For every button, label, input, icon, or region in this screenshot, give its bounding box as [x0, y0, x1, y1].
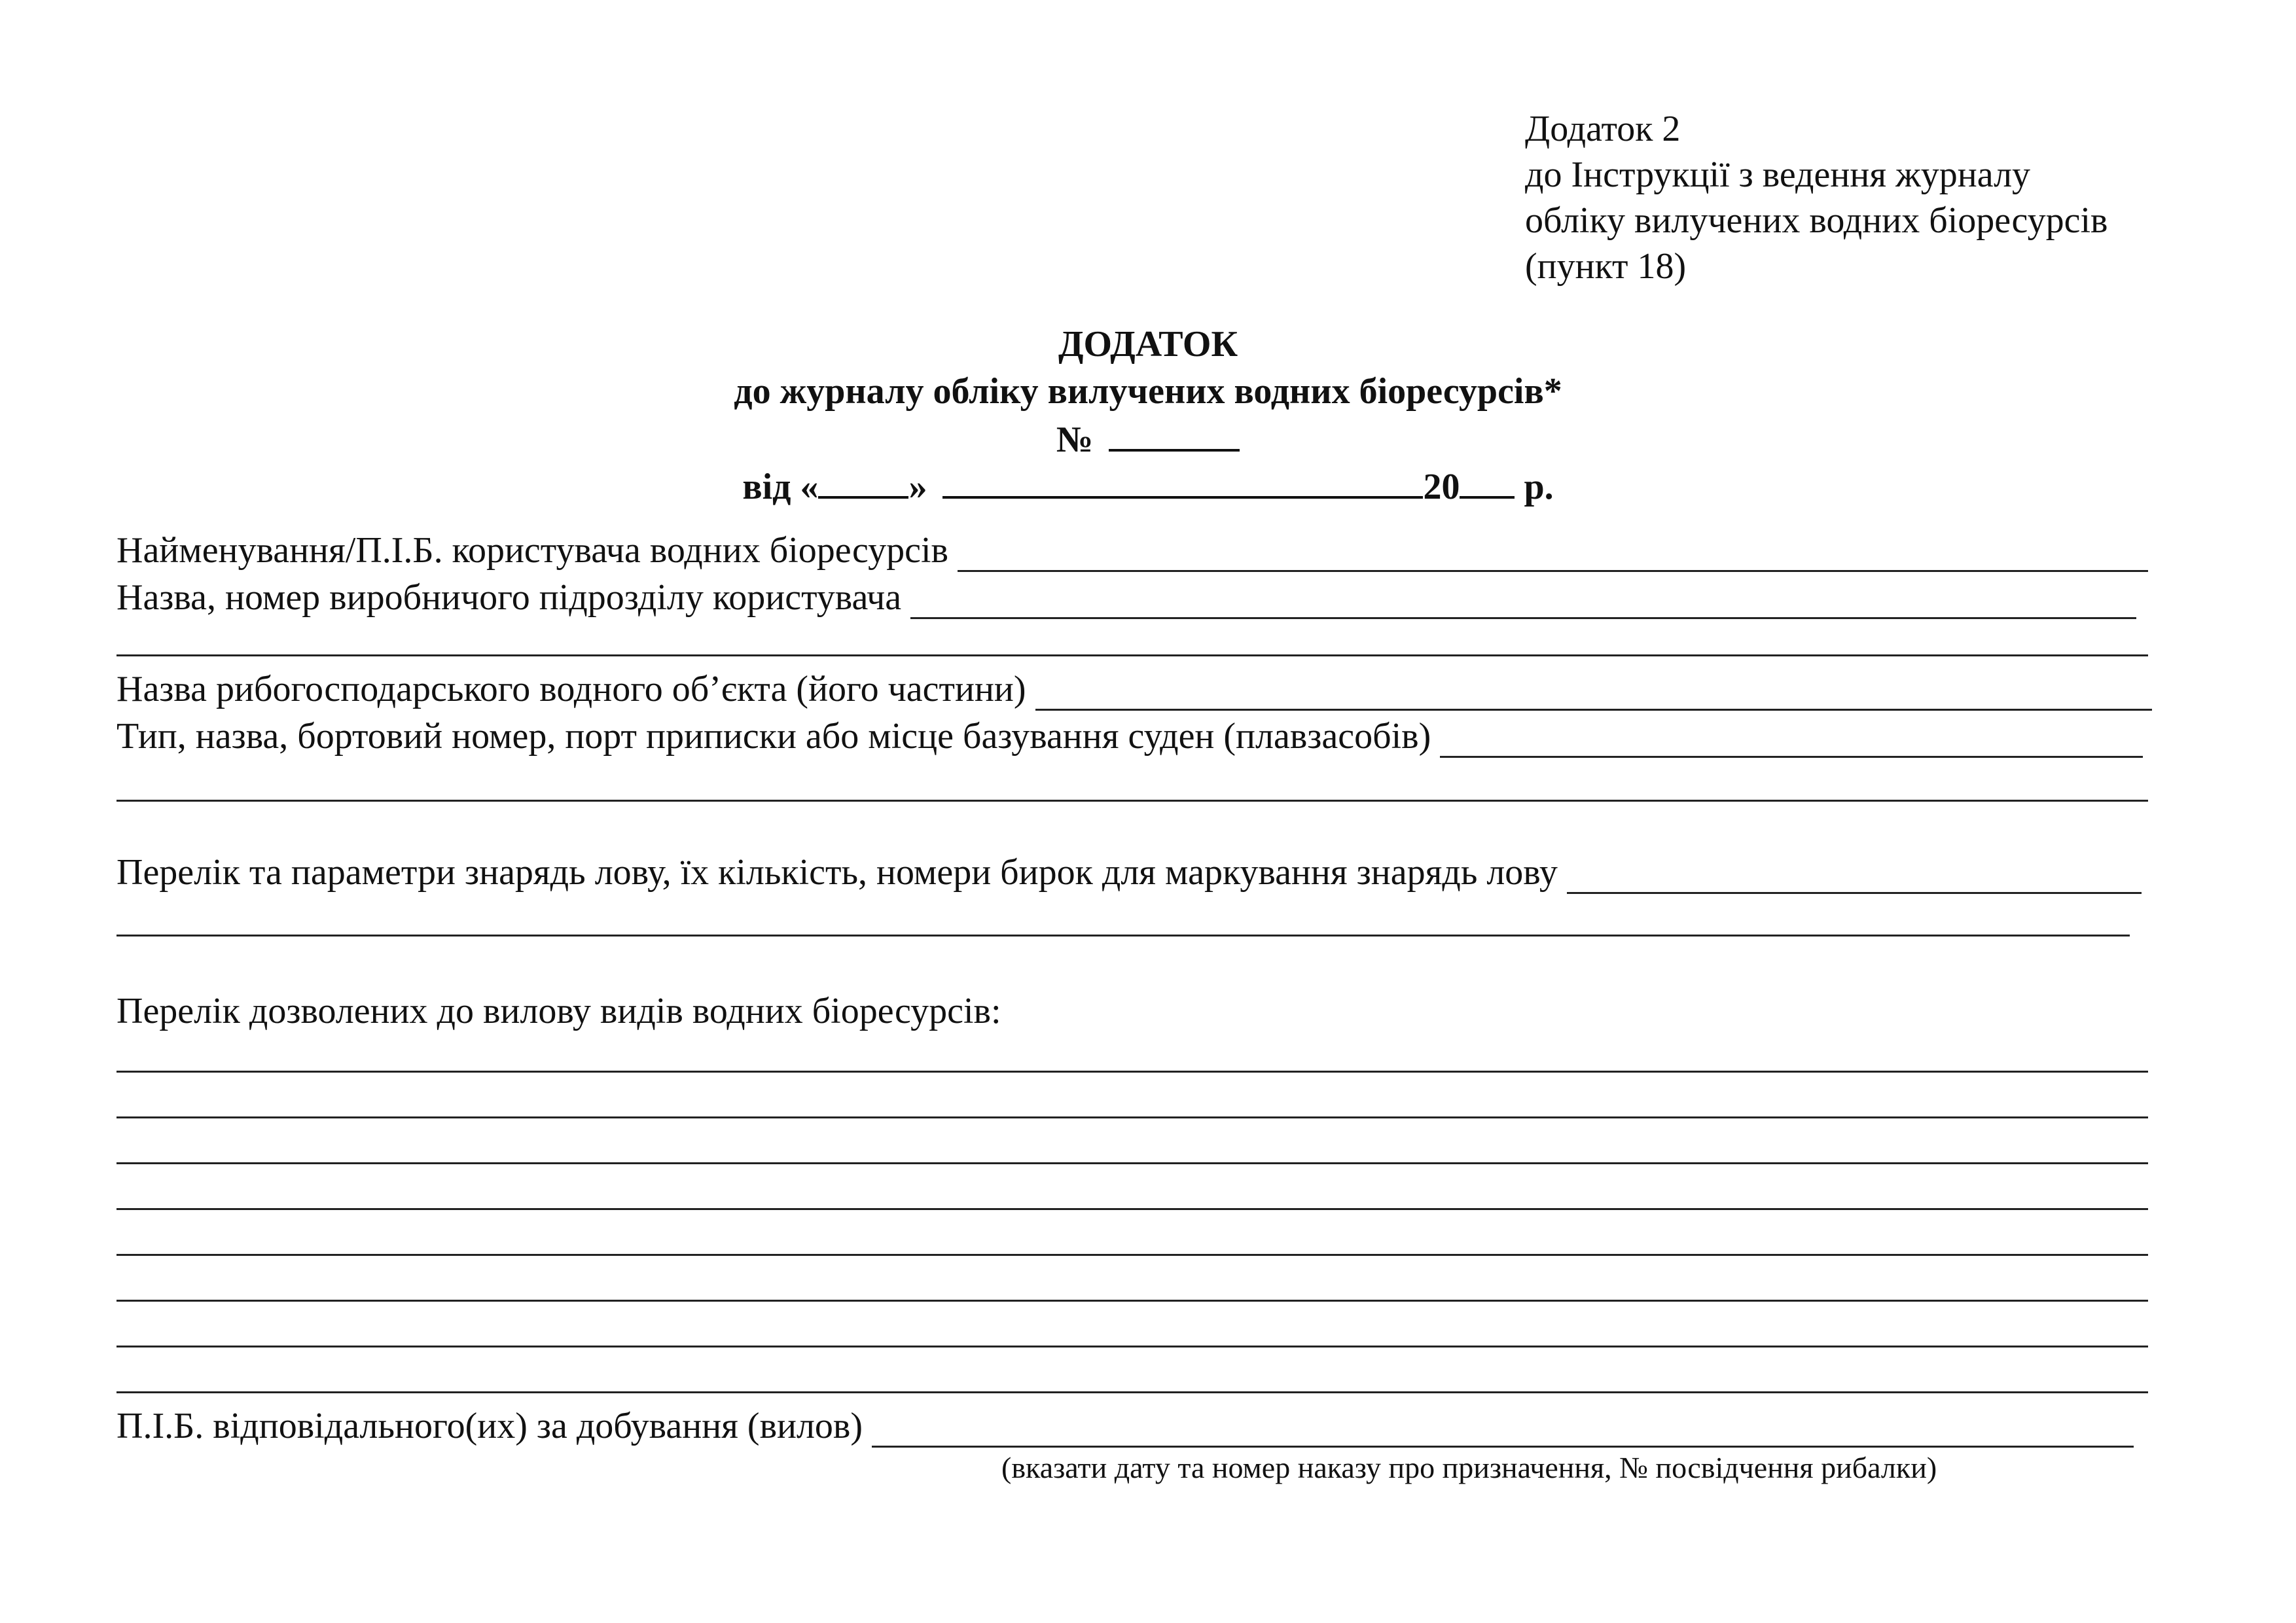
- document-number-field[interactable]: [1109, 418, 1240, 452]
- appendix-line-1: Додаток 2: [1525, 109, 1681, 149]
- fishing-gear-input[interactable]: [1567, 859, 2142, 894]
- water-object-input[interactable]: [1035, 676, 2152, 711]
- fishing-gear-field: [117, 851, 2142, 894]
- user-name-label: Найменування/П.І.Б. користувача водних біоресурсів: [117, 530, 948, 571]
- responsible-person-input[interactable]: [872, 1413, 2134, 1448]
- species-line[interactable]: [117, 1300, 2148, 1302]
- fishing-gear-label: Перелік та параметри знарядь лову, їх кількість, номери бирок для маркування знарядь лову: [117, 852, 1558, 893]
- species-line[interactable]: [117, 1208, 2148, 1210]
- species-line[interactable]: [117, 1162, 2148, 1164]
- subdivision-continuation-line[interactable]: [117, 654, 2148, 656]
- number-sign: №: [1056, 419, 1094, 460]
- species-list-field: [117, 990, 2148, 1033]
- species-line[interactable]: [117, 1254, 2148, 1256]
- user-name-field: [117, 529, 2148, 572]
- species-line[interactable]: [117, 1391, 2148, 1393]
- vessels-continuation-line[interactable]: [117, 800, 2148, 802]
- document-date-line: [0, 465, 2296, 508]
- date-month-field[interactable]: [942, 465, 1423, 499]
- document-number-line: [0, 418, 2296, 461]
- water-object-field: [117, 668, 2152, 711]
- date-suffix: р.: [1524, 467, 1554, 507]
- appendix-line-3: обліку вилучених водних біоресурсів: [1525, 200, 2108, 241]
- user-name-input[interactable]: [958, 537, 2148, 572]
- fishing-gear-continuation-line[interactable]: [117, 935, 2130, 936]
- responsible-person-label: П.І.Б. відповідального(их) за добування (вилов): [117, 1406, 863, 1446]
- water-object-label: Назва рибогосподарського водного об’єкта (його частини): [117, 669, 1026, 709]
- vessels-label: Тип, назва, бортовий номер, порт приписки або місце базування суден (плавзасобів): [117, 716, 1431, 757]
- document-subtitle: до журналу обліку вилучених водних біоресурсів*: [734, 371, 1562, 412]
- appendix-line-2: до Інструкції з ведення журналу: [1525, 154, 2031, 195]
- vessels-input[interactable]: [1440, 723, 2143, 758]
- species-line[interactable]: [117, 1116, 2148, 1118]
- appendix-note: [1525, 106, 2108, 289]
- subdivision-label: Назва, номер виробничого підрозділу користувача: [117, 577, 902, 618]
- appendix-line-4: (пункт 18): [1525, 246, 1687, 287]
- document-title: ДОДАТОК: [1058, 324, 1238, 365]
- date-quote-close: »: [908, 467, 927, 507]
- vessels-field: [117, 715, 2143, 758]
- date-prefix: від «: [742, 467, 819, 507]
- species-line[interactable]: [117, 1071, 2148, 1073]
- responsible-person-field: [117, 1404, 2134, 1448]
- responsible-person-caption: (вказати дату та номер наказу про призначення, № посвідчення рибалки): [1001, 1451, 1937, 1484]
- date-year-field[interactable]: [1460, 465, 1515, 499]
- subdivision-field: [117, 576, 2136, 619]
- date-year-prefix: 20: [1423, 467, 1460, 507]
- species-list-label: Перелік дозволених до вилову видів водних біоресурсів:: [117, 991, 1001, 1031]
- species-line[interactable]: [117, 1346, 2148, 1347]
- date-day-field[interactable]: [818, 465, 908, 499]
- subdivision-input[interactable]: [910, 584, 2136, 619]
